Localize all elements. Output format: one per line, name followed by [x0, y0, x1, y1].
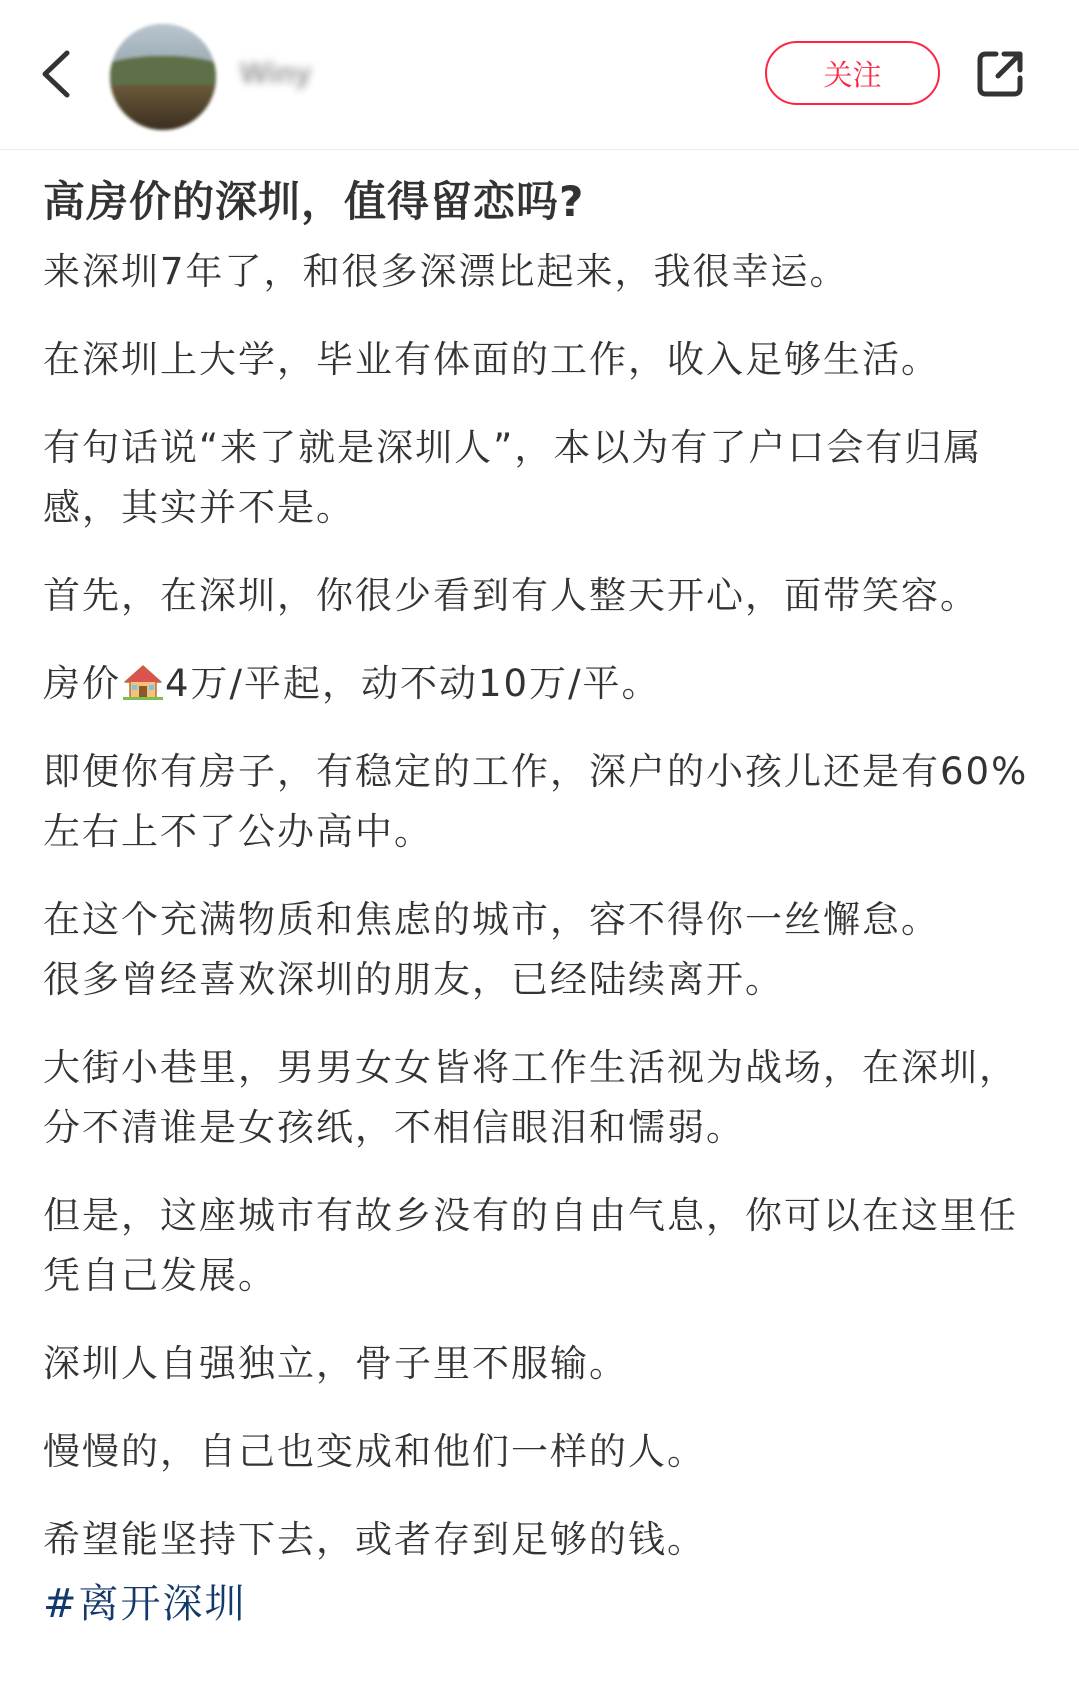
price-text-after: 4万/平起，动不动10万/平。: [165, 662, 661, 705]
paragraph: 很多曾经喜欢深圳的朋友，已经陆续离开。: [43, 958, 784, 1001]
paragraph: 即便你有房子，有稳定的工作，深户的小孩儿还是有60%左右上不了公办高中。: [43, 750, 1029, 853]
avatar[interactable]: [110, 24, 216, 130]
paragraph: 但是，这座城市有故乡没有的自由气息，你可以在这里任凭自己发展。: [43, 1194, 1018, 1297]
price-paragraph: [43, 654, 1043, 714]
paragraph: 慢慢的，自己也变成和他们一样的人。: [43, 1430, 706, 1473]
username[interactable]: Winy: [240, 57, 312, 90]
paragraph: 首先，在深圳，你很少看到有人整天开心，面带笑容。: [43, 574, 979, 617]
back-button[interactable]: [36, 44, 76, 104]
house-emoji: [123, 664, 163, 700]
paragraph: 在深圳上大学，毕业有体面的工作，收入足够生活。: [43, 338, 940, 381]
price-text-before: 房价: [43, 662, 121, 705]
paragraph: 深圳人自强独立，骨子里不服输。: [43, 1342, 628, 1385]
follow-button[interactable]: 关注: [765, 41, 940, 105]
paragraph: 希望能坚持下去，或者存到足够的钱。: [43, 1518, 706, 1561]
paragraph: 在这个充满物质和焦虑的城市，容不得你一丝懈怠。: [43, 898, 940, 941]
paragraph: 有句话说“来了就是深圳人”，本以为有了户口会有归属感，其实并不是。: [43, 426, 983, 529]
chevron-left-icon: [39, 49, 73, 99]
paragraph: 来深圳7年了，和很多深漂比起来，我很幸运。: [43, 250, 849, 293]
top-bar: [0, 0, 1079, 150]
post-title: 高房价的深圳，值得留恋吗?: [43, 177, 585, 226]
post-content: [43, 170, 1043, 1634]
share-button[interactable]: [970, 44, 1030, 104]
hashtag-link[interactable]: #离开深圳: [43, 1581, 247, 1627]
paragraph: 大街小巷里，男男女女皆将工作生活视为战场，在深圳，分不清谁是女孩纸，不相信眼泪和懦弱。: [43, 1046, 1018, 1149]
share-icon: [974, 48, 1026, 100]
